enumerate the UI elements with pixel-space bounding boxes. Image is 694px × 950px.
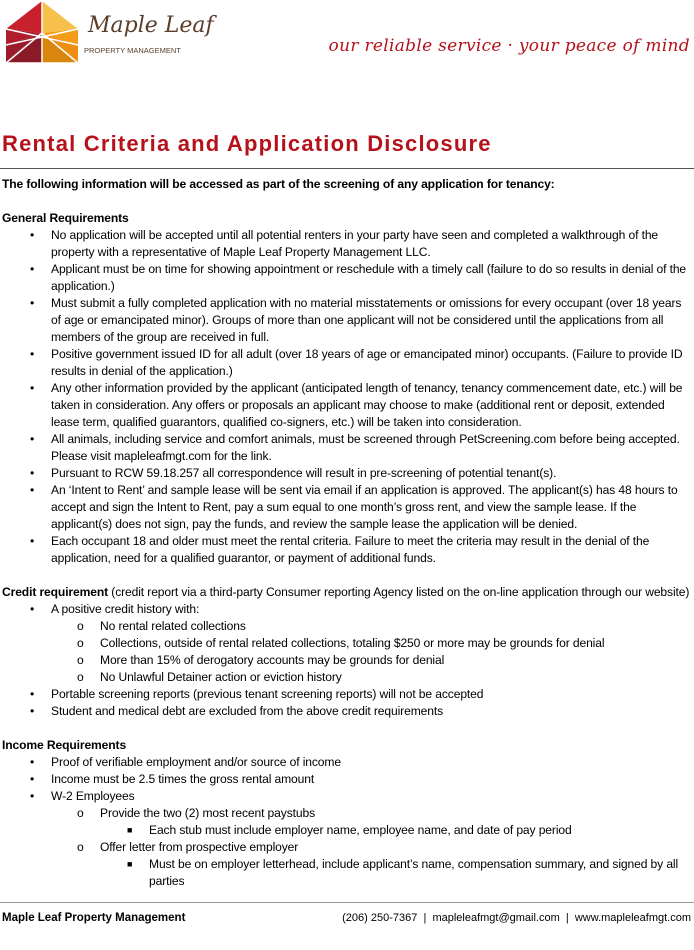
list-item-text: Must submit a fully completed application with no material misstatements or omissions for every occupant (over 18 years of age or emancipated minor). Groups of more than one applicant will not be considered until the applications from all members of the group are received in full. <box>51 296 682 344</box>
bullet-icon: • <box>30 347 35 361</box>
bullet-icon: • <box>30 296 35 310</box>
square-bullet-icon: ■ <box>127 859 133 869</box>
credit-requirement-heading <box>2 584 692 601</box>
list-item <box>2 261 692 295</box>
list-item <box>2 482 692 533</box>
sub-list <box>2 822 692 839</box>
list-item-text: Collections, outside of rental related collections, totaling $250 or more may be grounds for denial <box>100 636 605 650</box>
sub-list <box>2 856 692 890</box>
intro-text: The following information will be accessed as part of the screening of any application for tenancy: <box>2 177 555 191</box>
list-item-text: Student and medical debt are excluded from the above credit requirements <box>51 704 444 718</box>
list-item-text: Proof of verifiable employment and/or source of income <box>51 755 341 769</box>
general-requirements-list <box>2 227 692 567</box>
bullet-icon: • <box>30 687 35 701</box>
list-item-text: Positive government issued ID for all adult (over 18 years of age or emancipated minor) occupants. (Failure to provide ID results in denial of the application.) <box>51 347 683 378</box>
circle-bullet-icon: o <box>77 636 84 650</box>
footer-contact: (206) 250-7367 | mapleleafmgt@gmail.com | www.mapleleafmgt.com <box>342 912 691 924</box>
logo-subtext: PROPERTY MANAGEMENT <box>84 46 181 55</box>
list-item-text: No application will be accepted until all potential renters in your party have seen and completed a walkthrough of the property with a representative of Maple Leaf Property Management LLC. <box>51 228 659 259</box>
bullet-icon: • <box>30 381 35 395</box>
list-item <box>2 533 692 567</box>
sub-list <box>2 805 692 890</box>
list-item-text: W-2 Employees <box>51 789 135 803</box>
bullet-icon: • <box>30 534 35 548</box>
bullet-icon: • <box>30 466 35 480</box>
circle-bullet-icon: o <box>77 619 84 633</box>
list-item-text: Portable screening reports (previous tenant screening reports) will not be accepted <box>51 687 484 701</box>
bullet-icon: • <box>30 602 35 616</box>
circle-bullet-icon: o <box>77 670 84 684</box>
footer <box>0 902 694 930</box>
list-item <box>2 652 692 669</box>
bullet-icon: • <box>30 755 35 769</box>
list-item-text: More than 15% of derogatory accounts may be grounds for denial <box>100 653 445 667</box>
page-title: Rental Criteria and Application Disclosure <box>2 131 492 156</box>
circle-bullet-icon: o <box>77 840 84 854</box>
list-item-text: No rental related collections <box>100 619 246 633</box>
list-item <box>2 788 692 805</box>
list-item-text: Provide the two (2) most recent paystubs <box>100 806 316 820</box>
general-requirements-heading: General Requirements <box>2 211 129 225</box>
logo-text: Maple Leaf <box>88 13 214 38</box>
bullet-icon: • <box>30 228 35 242</box>
list-item <box>2 839 692 856</box>
list-item-text: Must be on employer letterhead, include applicant’s name, compensation summary, and signed by all parties <box>149 857 679 888</box>
credit-heading-label: Credit requirement <box>2 585 109 599</box>
list-item <box>2 295 692 346</box>
list-item <box>2 754 692 771</box>
list-item <box>2 686 692 703</box>
income-requirements-heading: Income Requirements <box>2 738 127 752</box>
list-item-text: Pursuant to RCW 59.18.257 all correspondence will result in pre-screening of potential tenant(s). <box>51 466 557 480</box>
list-item-text: An ‘Intent to Rent’ and sample lease will be sent via email if an application is approved. The applicant(s) has 48 hours to accept and sign the Intent to Rent, pay a sum equal to one month’s gross rent, and view the sample lease. If the applicant(s) does not sign, pay the funds, and review the sample lease the application will be denied. <box>51 483 678 531</box>
list-item-text: Offer letter from prospective employer <box>100 840 299 854</box>
list-item <box>2 601 692 618</box>
list-item <box>2 227 692 261</box>
list-item <box>2 346 692 380</box>
list-item <box>2 380 692 431</box>
list-item-text: Each stub must include employer name, employee name, and date of pay period <box>149 823 572 837</box>
list-item-text: Applicant must be on time for showing appointment or reschedule with a timely call (failure to do so results in denial of the application.) <box>51 262 687 293</box>
circle-bullet-icon: o <box>77 806 84 820</box>
list-item <box>2 669 692 686</box>
list-item <box>2 703 692 720</box>
document-body <box>2 176 692 890</box>
square-bullet-icon: ■ <box>127 825 133 835</box>
bullet-icon: • <box>30 789 35 803</box>
list-item <box>2 618 692 635</box>
list-item-text: No Unlawful Detainer action or eviction history <box>100 670 342 684</box>
sub-list <box>2 618 692 686</box>
circle-bullet-icon: o <box>77 653 84 667</box>
bullet-icon: • <box>30 432 35 446</box>
footer-company: Maple Leaf Property Management <box>2 912 186 924</box>
list-item-text: All animals, including service and comfort animals, must be screened through PetScreening.com before being accepted. Please visit mapleleafmgt.com for the link. <box>51 432 680 463</box>
bullet-icon: • <box>30 483 35 497</box>
list-item <box>2 431 692 465</box>
list-item-text: Each occupant 18 and older must meet the rental criteria. Failure to meet the criteria may result in the denial of the application, need for a qualified guarantor, or payment of additional funds. <box>51 534 650 565</box>
list-item-text: Income must be 2.5 times the gross rental amount <box>51 772 315 786</box>
list-item <box>2 465 692 482</box>
list-item-text: Any other information provided by the applicant (anticipated length of tenancy, tenancy commencement date, etc.) will be taken in consideration. Any offers or proposals an applicant may choose to make (additional rent or deposit, extended lease term, qualified guarantors, qualified co-signers, etc.) will be taken into consideration. <box>51 381 683 429</box>
list-item <box>2 635 692 652</box>
list-item <box>2 856 692 890</box>
credit-heading-note: (credit report via a third-party Consumer reporting Agency listed on the on-line application through our website) <box>108 585 690 599</box>
tagline: our reliable service · your peace of mind <box>328 36 690 56</box>
list-item <box>2 822 692 839</box>
list-item <box>2 771 692 788</box>
income-requirements-list <box>2 754 692 890</box>
bullet-icon: • <box>30 772 35 786</box>
bullet-icon: • <box>30 262 35 276</box>
list-item <box>2 805 692 822</box>
credit-requirements-list <box>2 601 692 720</box>
bullet-icon: • <box>30 704 35 718</box>
list-item-text: A positive credit history with: <box>51 602 200 616</box>
